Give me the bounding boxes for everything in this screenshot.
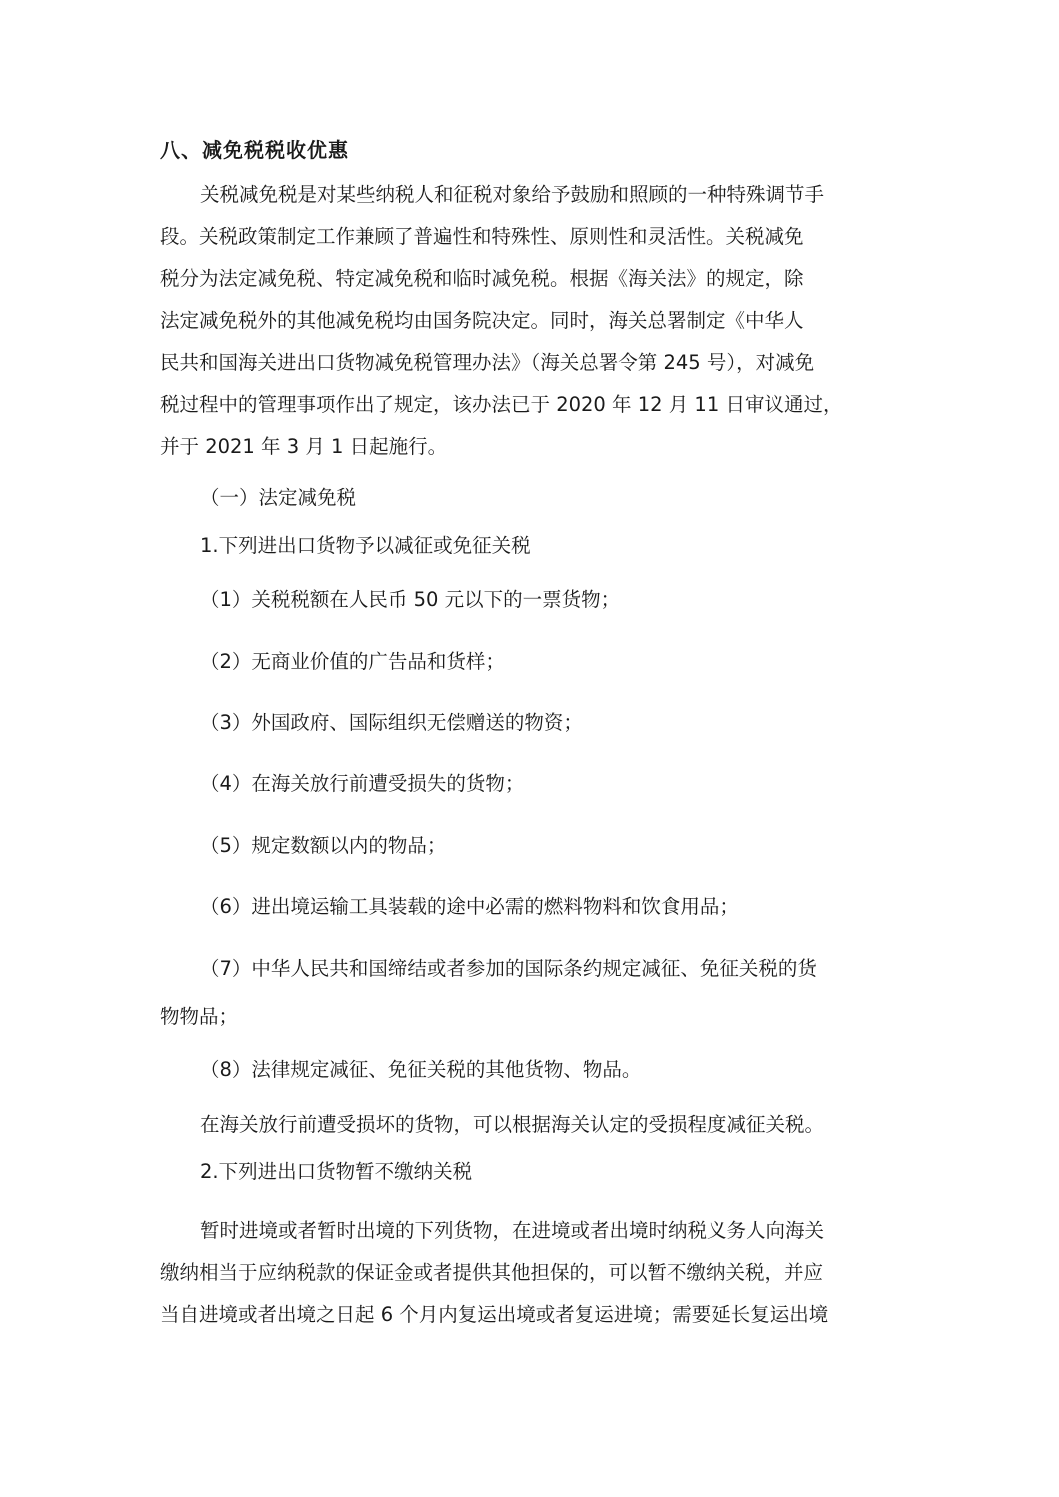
temp-line: 当自进境或者出境之日起 6 个月内复运出境或者复运进境；需要延长复运出境 — [160, 1303, 829, 1326]
list2-title: 2.下列进出口货物暂不缴纳关税 — [200, 1160, 473, 1183]
damaged-goods-note: 在海关放行前遭受损坏的货物，可以根据海关认定的受损程度减征关税。 — [200, 1113, 825, 1136]
temp-line: 缴纳相当于应纳税款的保证金或者提供其他担保的，可以暂不缴纳关税，并应 — [160, 1261, 824, 1284]
intro-line: 税分为法定减免税、特定减免税和临时减免税。根据《海关法》的规定，除 — [160, 267, 804, 290]
list1-item: （2）无商业价值的广告品和货样； — [200, 650, 505, 673]
temporary-goods-paragraph — [160, 1210, 880, 1336]
list1-item: （5）规定数额以内的物品； — [200, 834, 447, 857]
intro-line: 民共和国海关进出口货物减免税管理办法》（海关总署令第 245 号），对减免 — [160, 351, 815, 374]
list1-item: （8）法律规定减征、免征关税的其他货物、物品。 — [200, 1058, 642, 1081]
list1-item: （4）在海关放行前遭受损失的货物； — [200, 772, 525, 795]
list1-item: （7）中华人民共和国缔结或者参加的国际条约规定减征、免征关税的货 — [200, 957, 817, 980]
subsection-title: （一）法定减免税 — [200, 486, 357, 509]
list1-title: 1.下列进出口货物予以减征或免征关税 — [200, 534, 531, 557]
intro-line: 关税减免税是对某些纳税人和征税对象给予鼓励和照顾的一种特殊调节手 — [200, 183, 825, 206]
temp-line: 暂时进境或者暂时出境的下列货物，在进境或者出境时纳税义务人向海关 — [200, 1219, 825, 1242]
section-title: 八、减免税税收优惠 — [160, 138, 349, 162]
intro-line: 段。关税政策制定工作兼顾了普遍性和特殊性、原则性和灵活性。关税减免 — [160, 225, 804, 248]
intro-line: 并于 2021 年 3 月 1 日起施行。 — [160, 435, 448, 458]
intro-line: 税过程中的管理事项作出了规定，该办法已于 2020 年 12 月 11 日审议通过， — [160, 393, 843, 416]
list1-item: （3）外国政府、国际组织无偿赠送的物资； — [200, 711, 583, 734]
list1-item-continuation: 物物品； — [160, 1005, 239, 1028]
list1-item: （6）进出境运输工具装载的途中必需的燃料物料和饮食用品； — [200, 895, 739, 918]
list1-item: （1）关税税额在人民币 50 元以下的一票货物； — [200, 588, 621, 611]
intro-line: 法定减免税外的其他减免税均由国务院决定。同时，海关总署制定《中华人 — [160, 309, 804, 332]
intro-paragraph — [160, 174, 880, 468]
